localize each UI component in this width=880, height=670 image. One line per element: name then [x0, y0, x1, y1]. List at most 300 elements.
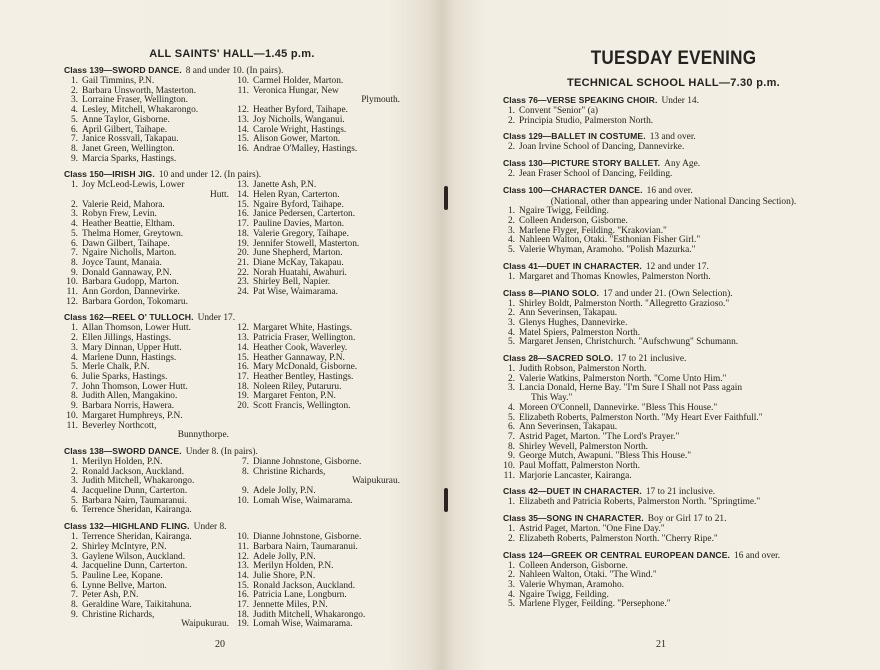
- entry-row: [62, 506, 231, 516]
- left-class-list: [62, 65, 402, 630]
- entry-number: 14.: [237, 124, 249, 135]
- entry-number: 5.: [70, 362, 78, 373]
- entry-number: 3.: [507, 580, 515, 590]
- entry-number: 9.: [70, 153, 78, 164]
- entry-continuation: This Way.": [531, 393, 573, 404]
- entry-text: Donald Gannaway, P.N.: [82, 267, 172, 278]
- entry-row: [233, 288, 402, 298]
- class-block: [501, 95, 846, 126]
- entry-column-2: [231, 181, 402, 307]
- entry-text: Adele Jolly, P.N.: [253, 551, 316, 562]
- entry-text: Gaylene Wilson, Auckland.: [82, 551, 186, 562]
- entry-number: 3.: [70, 476, 78, 487]
- entry-row: [233, 497, 402, 507]
- entry-column-2: [231, 458, 402, 516]
- entry-text: Joy Nicholls, Wanganui.: [253, 114, 345, 125]
- left-venue-heading: ALL SAINTS' HALL—1.45 p.m.: [149, 48, 315, 60]
- entry-continuation: Waipukurau.: [181, 619, 229, 630]
- entry-text: Marjorie Lancaster, Kairanga.: [519, 470, 632, 481]
- entry-number: 11.: [237, 85, 249, 96]
- entry-column-1: [62, 77, 231, 164]
- entry-number: 14.: [237, 190, 249, 201]
- entry-number: 1.: [507, 560, 515, 571]
- entry-text: Carmel Holder, Marton.: [253, 76, 344, 86]
- entry-number: 17.: [237, 219, 249, 230]
- entry-text: Colleen Anderson, Gisborne.: [519, 560, 628, 571]
- entry-list: [501, 207, 846, 256]
- entry-number: 19.: [237, 391, 249, 402]
- entry-number: 1.: [70, 532, 78, 543]
- entry-text: Joy McLeod-Lewis, Lower: [82, 180, 185, 191]
- entry-text: Adele Jolly, P.N.: [253, 486, 316, 497]
- entry-number: 1.: [507, 497, 515, 508]
- entry-number: 18.: [237, 609, 249, 620]
- entry-number: 16.: [237, 590, 249, 601]
- class-note: (National, other than appearing under National Dancing Section).: [550, 196, 797, 207]
- entry-text: Ronald Jackson, Auckland.: [253, 580, 356, 591]
- entry-number: 23.: [237, 277, 249, 288]
- entry-text: Anne Taylor, Gisborne.: [82, 114, 170, 125]
- entry-number: 4.: [70, 352, 78, 363]
- class-block: [62, 65, 402, 164]
- entry-text: Valerie Whyman, Aramoho. "Polish Mazurka.": [519, 245, 696, 256]
- entry-number: 1.: [507, 364, 515, 375]
- entry-text: Shirley McIntyre, P.N.: [82, 541, 167, 552]
- entry-continuation: Hutt.: [209, 190, 229, 201]
- entry-number: 2.: [507, 142, 515, 153]
- entry-text: Merilyn Holden, P.N.: [253, 561, 334, 572]
- entry-text: Lomah Wise, Waimarama.: [253, 619, 353, 630]
- entry-number: 13.: [237, 333, 249, 344]
- entry-number: 4.: [70, 561, 78, 572]
- entry-number: 8.: [70, 391, 78, 402]
- entry-number: 2.: [507, 533, 515, 544]
- entry-list: [501, 107, 846, 126]
- class-block: [501, 131, 846, 153]
- entry-number: 15.: [237, 352, 249, 363]
- entry-row: [233, 620, 402, 630]
- entry-number: 7.: [241, 456, 249, 467]
- class-number: Class 100—: [503, 184, 552, 195]
- entry-number: 19.: [237, 619, 249, 630]
- entry-text: Heather Bentley, Hastings.: [253, 371, 354, 382]
- staple-bottom: [444, 488, 448, 512]
- entry-text: Merilyn Holden, P.N.: [82, 456, 163, 467]
- class-info: 10 and under 12. (In pairs).: [158, 170, 262, 181]
- entry-number: 10.: [66, 277, 78, 288]
- entry-number: 7.: [70, 381, 78, 392]
- entry-number: 2.: [507, 308, 515, 319]
- class-name: SACRED SOLO.: [546, 353, 614, 364]
- entry-number: 5.: [70, 495, 78, 506]
- left-page-number: 20: [215, 639, 225, 650]
- entry-number: 2.: [70, 199, 78, 210]
- entry-text: George Mutch, Awapuni. "Bless This House.": [519, 451, 692, 462]
- entry-number: 5.: [507, 599, 515, 610]
- entry-text: Andrae O'Malley, Hastings.: [253, 143, 358, 154]
- entry-text: Julie Shore, P.N.: [253, 570, 316, 581]
- entry-number: 4.: [507, 589, 515, 600]
- entry-text: Marlene Flyger, Feilding. "Persephone.": [519, 599, 671, 610]
- entry-text: Julie Sparks, Hastings.: [82, 371, 168, 382]
- entry-number: 7.: [70, 248, 78, 259]
- entry-text: Pat Wise, Waimarama.: [253, 287, 338, 298]
- class-info: 13 and over.: [649, 132, 696, 143]
- entry-number: 1.: [507, 206, 515, 217]
- entry-text: Mary McDonald, Gisborne.: [253, 362, 358, 373]
- entry-text: Lancia Donald, Herne Bay. "I'm Sure I Shall not Pass again: [519, 383, 743, 394]
- entry-number: 3.: [507, 383, 515, 394]
- entry-text: Janice Rossvall, Takapau.: [82, 134, 179, 145]
- entry-text: Valerie Watkins, Palmerston North. "Come Unto Him.": [519, 373, 727, 384]
- class-number: Class 129—: [503, 131, 552, 142]
- entry-number: 6.: [70, 238, 78, 249]
- entry-text: Janice Pedersen, Carterton.: [253, 209, 356, 220]
- class-block: [501, 158, 846, 180]
- entry-number: 11.: [66, 287, 78, 298]
- class-block: [501, 185, 846, 256]
- entry-text: Barbara Nairn, Taumaranui.: [82, 495, 187, 506]
- entry-row: [501, 600, 846, 610]
- entry-number: 6.: [70, 505, 78, 516]
- entry-number: 4.: [70, 105, 78, 116]
- entry-number: 2.: [70, 466, 78, 477]
- class-info: 17 to 21 inclusive.: [617, 354, 687, 365]
- entry-number: 11.: [503, 470, 515, 481]
- entry-text: Robyn Frew, Levin.: [82, 209, 157, 220]
- class-name: VERSE SPEAKING CHOIR.: [546, 95, 658, 105]
- entry-row: [501, 498, 846, 508]
- class-number: Class 124—: [503, 549, 552, 560]
- right-page-number: 21: [656, 639, 666, 650]
- evening-title: TUESDAY EVENING: [590, 48, 757, 69]
- entry-column-1: [62, 533, 231, 630]
- entry-number: 7.: [507, 431, 515, 442]
- entry-number: 6.: [507, 422, 515, 433]
- class-name: DUET IN CHARACTER.: [546, 260, 642, 271]
- class-number: Class 28—: [503, 353, 547, 364]
- right-page-content: [501, 48, 846, 670]
- entry-number: 12.: [237, 323, 249, 334]
- entry-columns: [62, 458, 402, 516]
- entry-text: Allan Thomson, Lower Hutt.: [82, 323, 191, 334]
- entry-text: April Gilbert, Taihape.: [82, 124, 168, 135]
- entry-text: Judith Mitchell, Whakarongo.: [82, 476, 195, 487]
- entry-number: 17.: [237, 600, 249, 611]
- class-heading: [503, 288, 846, 300]
- entry-text: Pauline Lee, Kopane.: [82, 570, 163, 581]
- entry-text: Shirley Bell, Napier.: [253, 277, 331, 288]
- entry-text: Valerie Whyman, Aramoho.: [519, 580, 625, 590]
- entry-number: 20.: [237, 248, 249, 259]
- class-info: Under 8. (In pairs).: [185, 446, 258, 457]
- entry-number: 9.: [70, 401, 78, 412]
- class-number: Class 139—: [64, 65, 113, 75]
- entry-number: 8.: [241, 466, 249, 477]
- class-info: 17 and under 21. (Own Selection).: [603, 288, 733, 299]
- entry-text: Heather Cook, Waverley.: [253, 342, 348, 353]
- entry-number: 4.: [507, 235, 515, 246]
- entry-number: 6.: [70, 580, 78, 591]
- entry-number: 10.: [66, 410, 78, 421]
- entry-text: Ngaire Byford, Taihape.: [253, 199, 344, 210]
- entry-text: Glenys Hughes, Dannevirke.: [519, 317, 628, 328]
- class-info: 16 and over.: [646, 185, 693, 196]
- entry-row: [62, 298, 231, 308]
- entry-number: 22.: [237, 267, 249, 278]
- entry-number: 18.: [237, 228, 249, 239]
- class-heading: [503, 550, 846, 562]
- entry-number: 16.: [237, 362, 249, 373]
- entry-number: 9.: [70, 267, 78, 278]
- entry-number: 4.: [70, 486, 78, 497]
- entry-number: 3.: [70, 209, 78, 220]
- entry-text: Elizabeth Roberts, Palmerston North. "Cherry Ripe.": [519, 533, 718, 544]
- entry-number: 24.: [237, 287, 249, 298]
- entry-number: 3.: [507, 317, 515, 328]
- entry-list: [501, 300, 846, 349]
- entry-text: Barbara Gordon, Tokomaru.: [82, 296, 188, 307]
- class-number: Class 162—: [64, 312, 113, 323]
- entry-number: 2.: [507, 115, 515, 126]
- entry-text: Merle Chalk, P.N.: [82, 362, 150, 373]
- entry-number: 11.: [237, 541, 249, 552]
- entry-number: 13.: [237, 180, 249, 191]
- class-info: 16 and over.: [734, 550, 781, 561]
- class-heading: [503, 185, 846, 197]
- entry-text: Ngaire Twigg, Feilding.: [519, 206, 609, 217]
- entry-text: Marlene Flyger, Feilding. "Krakovian.": [519, 225, 667, 236]
- class-info: 12 and under 17.: [645, 261, 709, 272]
- class-block: [501, 513, 846, 544]
- entry-number: 18.: [237, 381, 249, 392]
- entry-columns: [62, 181, 402, 307]
- class-number: Class 132—: [64, 521, 113, 532]
- left-page-content: [62, 48, 402, 670]
- entry-number: 14.: [237, 570, 249, 581]
- entry-number: 8.: [70, 600, 78, 611]
- entry-text: Ann Gordon, Dannevirke.: [82, 287, 180, 298]
- entry-list: [501, 273, 846, 283]
- entry-text: Nahleen Walton, Otaki. "The Wind.": [519, 570, 657, 581]
- entry-row: [501, 170, 846, 180]
- class-block: [501, 353, 846, 481]
- class-block: [62, 446, 402, 516]
- entry-number: 5.: [70, 228, 78, 239]
- entry-text: Judith Mitchell, Whakarongo.: [253, 609, 366, 620]
- entry-text: Terrence Sheridan, Kairanga.: [82, 532, 192, 543]
- entry-continuation: Plymouth.: [361, 95, 400, 106]
- entry-number: 15.: [237, 580, 249, 591]
- entry-text: Valerie Reid, Mahora.: [82, 199, 165, 210]
- entry-text: Paul Moffatt, Palmerston North.: [519, 461, 640, 472]
- entry-text: Gail Timmins, P.N.: [82, 76, 155, 86]
- entry-text: Christine Richards,: [82, 609, 155, 620]
- entry-list: [501, 562, 846, 611]
- entry-row: [501, 472, 846, 482]
- entry-text: Peter Ash, P.N.: [82, 590, 139, 601]
- entry-text: Heather Byford, Taihape.: [253, 105, 348, 116]
- entry-text: Alison Gower, Marton.: [253, 134, 341, 145]
- entry-text: Lesley, Mitchell, Whakarongo.: [82, 105, 199, 116]
- entry-columns: [62, 77, 402, 164]
- class-number: Class 41—: [503, 260, 547, 271]
- entry-text: Heather Gannaway, P.N.: [253, 352, 345, 363]
- class-name: DUET IN CHARACTER.: [546, 486, 642, 497]
- entry-number: 1.: [70, 180, 78, 191]
- entry-number: 20.: [237, 401, 249, 412]
- entry-text: Shirley Boldt, Palmerston North. "Allegretto Grazioso.": [519, 298, 730, 309]
- entry-text: Margaret White, Hastings.: [253, 323, 353, 334]
- entry-number: 5.: [507, 245, 515, 256]
- entry-number: 9.: [507, 451, 515, 462]
- entry-row: [501, 338, 846, 348]
- entry-number: 1.: [70, 323, 78, 334]
- entry-text: Jennifer Stowell, Masterton.: [253, 238, 360, 249]
- entry-continuation: Waipukurau.: [352, 476, 400, 487]
- entry-text: Astrid Paget, Marton. "The Lord's Prayer.": [519, 431, 680, 442]
- entry-text: Janet Green, Wellington.: [82, 143, 175, 154]
- entry-number: 3.: [70, 551, 78, 562]
- entry-text: Terrence Sheridan, Kairanga.: [82, 505, 192, 516]
- class-info: Under 17.: [197, 313, 236, 324]
- entry-text: Marlene Dunn, Hastings.: [82, 352, 177, 363]
- entry-number: 12.: [66, 296, 78, 307]
- entry-number: 8.: [70, 143, 78, 154]
- entry-row: [62, 181, 231, 191]
- entry-text: Barbara Nairn, Taumaranui.: [253, 541, 358, 552]
- entry-text: Beverley Northcott,: [82, 420, 157, 431]
- entry-number: 6.: [70, 124, 78, 135]
- entry-number: 12.: [237, 551, 249, 562]
- entry-number: 2.: [70, 541, 78, 552]
- entry-number: 10.: [237, 495, 249, 506]
- entry-number: 16.: [237, 143, 249, 154]
- entry-text: Margaret Jensen, Christchurch. "Aufschwung" Schumann.: [519, 337, 739, 348]
- class-name: IRISH JIG.: [112, 169, 155, 180]
- entry-text: Scott Francis, Wellington.: [253, 401, 351, 412]
- entry-text: Ronald Jackson, Auckland.: [82, 466, 185, 477]
- entry-number: 3.: [70, 342, 78, 353]
- entry-text: Ann Severinsen, Takapau.: [519, 422, 618, 433]
- entry-number: 2.: [70, 85, 78, 96]
- class-name: PIANO SOLO.: [541, 287, 600, 298]
- entry-text: Helen Ryan, Carterton.: [253, 190, 340, 201]
- entry-number: 2.: [507, 169, 515, 180]
- class-name: HIGHLAND FLING.: [112, 521, 190, 532]
- entry-text: Lorraine Fraser, Wellington.: [82, 95, 188, 106]
- entry-number: 9.: [241, 486, 249, 497]
- entry-text: Lynne Bellve, Marton.: [82, 580, 167, 591]
- entry-text: Carole Wright, Hastings.: [253, 124, 347, 135]
- entry-text: Diane McKay, Takapau.: [253, 257, 344, 268]
- class-name: GREEK OR CENTRAL EUROPEAN DANCE.: [551, 549, 731, 560]
- entry-number: 5.: [70, 114, 78, 125]
- entry-number: 7.: [70, 590, 78, 601]
- entry-row: [501, 246, 846, 256]
- entry-row: [501, 117, 846, 127]
- entry-number: 21.: [237, 257, 249, 268]
- entry-column-2: [231, 324, 402, 440]
- entry-number: 10.: [237, 532, 249, 543]
- entry-text: Mary Dinnan, Upper Hutt.: [82, 342, 182, 353]
- entry-text: Dianne Johnstone, Gisborne.: [253, 532, 362, 543]
- entry-column-1: [62, 458, 231, 516]
- entry-text: Elizabeth Roberts, Palmerston North. "My Heart Ever Faithfull.": [519, 412, 763, 423]
- class-info: Under 8.: [193, 522, 227, 533]
- entry-text: Noleen Riley, Putaruru.: [253, 381, 342, 392]
- entry-number: 3.: [70, 95, 78, 106]
- entry-text: Dawn Gilbert, Taihape.: [82, 238, 170, 249]
- staple-top: [444, 186, 448, 210]
- entry-row: [501, 535, 846, 545]
- entry-text: Dianne Johnstone, Gisborne.: [253, 456, 362, 467]
- entry-text: Colleen Anderson, Gisborne.: [519, 216, 628, 227]
- entry-text: Moreen O'Connell, Dannevirke. "Bless This House.": [519, 402, 718, 413]
- entry-number: 13.: [237, 561, 249, 572]
- class-info: Under 14.: [661, 96, 699, 106]
- entry-row: [501, 143, 846, 153]
- entry-text: Ngaire Twigg, Feilding.: [519, 589, 609, 600]
- entry-text: Thelma Homer, Greytown.: [82, 228, 184, 239]
- class-block: [501, 288, 846, 349]
- entry-text: Jacqueline Dunn, Carterton.: [82, 486, 188, 497]
- right-class-list: [501, 95, 846, 610]
- entry-text: Norah Huatahi, Awahuri.: [253, 267, 347, 278]
- entry-number: 1.: [70, 76, 78, 86]
- entry-number: 12.: [237, 105, 249, 116]
- class-number: Class 130—: [503, 158, 552, 169]
- entry-number: 4.: [507, 402, 515, 413]
- entry-text: Lomah Wise, Waimarama.: [253, 495, 353, 506]
- entry-column-2: [231, 77, 402, 164]
- entry-column-2: [231, 533, 402, 630]
- entry-number: 16.: [237, 209, 249, 220]
- entry-row: [62, 155, 231, 165]
- entry-text: Barbara Gudopp, Marton.: [82, 277, 179, 288]
- entry-text: Jennette Miles, P.N.: [253, 600, 328, 611]
- entry-list: [501, 498, 846, 508]
- entry-number: 14.: [237, 342, 249, 353]
- entry-text: Jean Fraser School of Dancing, Feilding.: [519, 169, 673, 180]
- entry-text: Janette Ash, P.N.: [253, 180, 317, 191]
- entry-text: Shirley Wevell, Palmerston North.: [519, 441, 649, 452]
- entry-text: Elizabeth and Patricia Roberts, Palmerston North. "Springtime.": [519, 497, 761, 508]
- entry-column-1: [62, 181, 231, 307]
- class-block: [62, 312, 402, 440]
- entry-text: Nahleen Walton, Otaki. "Esthonian Fisher Girl.": [519, 235, 701, 246]
- entry-row: [501, 273, 846, 283]
- entry-number: 5.: [70, 570, 78, 581]
- entry-number: 1.: [507, 106, 515, 116]
- entry-text: Judith Robson, Palmerston North.: [519, 364, 647, 375]
- class-info: Boy or Girl 17 to 21.: [647, 514, 727, 525]
- entry-text: John Thomson, Lower Hutt.: [82, 381, 188, 392]
- entry-number: 1.: [70, 456, 78, 467]
- entry-list: [501, 365, 846, 481]
- class-info: 8 and under 10. (In pairs).: [185, 66, 284, 76]
- entry-text: Ann Severinsen, Takapau.: [519, 308, 618, 319]
- class-name: PICTURE STORY BALLET.: [551, 158, 661, 169]
- class-info: 17 to 21 inclusive.: [645, 487, 716, 498]
- entry-number: 15.: [237, 134, 249, 145]
- class-name: SONG IN CHARACTER.: [546, 513, 644, 524]
- entry-text: Judith Allen, Mangakino.: [82, 391, 178, 402]
- entry-number: 13.: [237, 114, 249, 125]
- entry-text: Geraldine Ware, Taikitahuna.: [82, 600, 192, 611]
- entry-number: 5.: [507, 337, 515, 348]
- entry-number: 10.: [237, 76, 249, 86]
